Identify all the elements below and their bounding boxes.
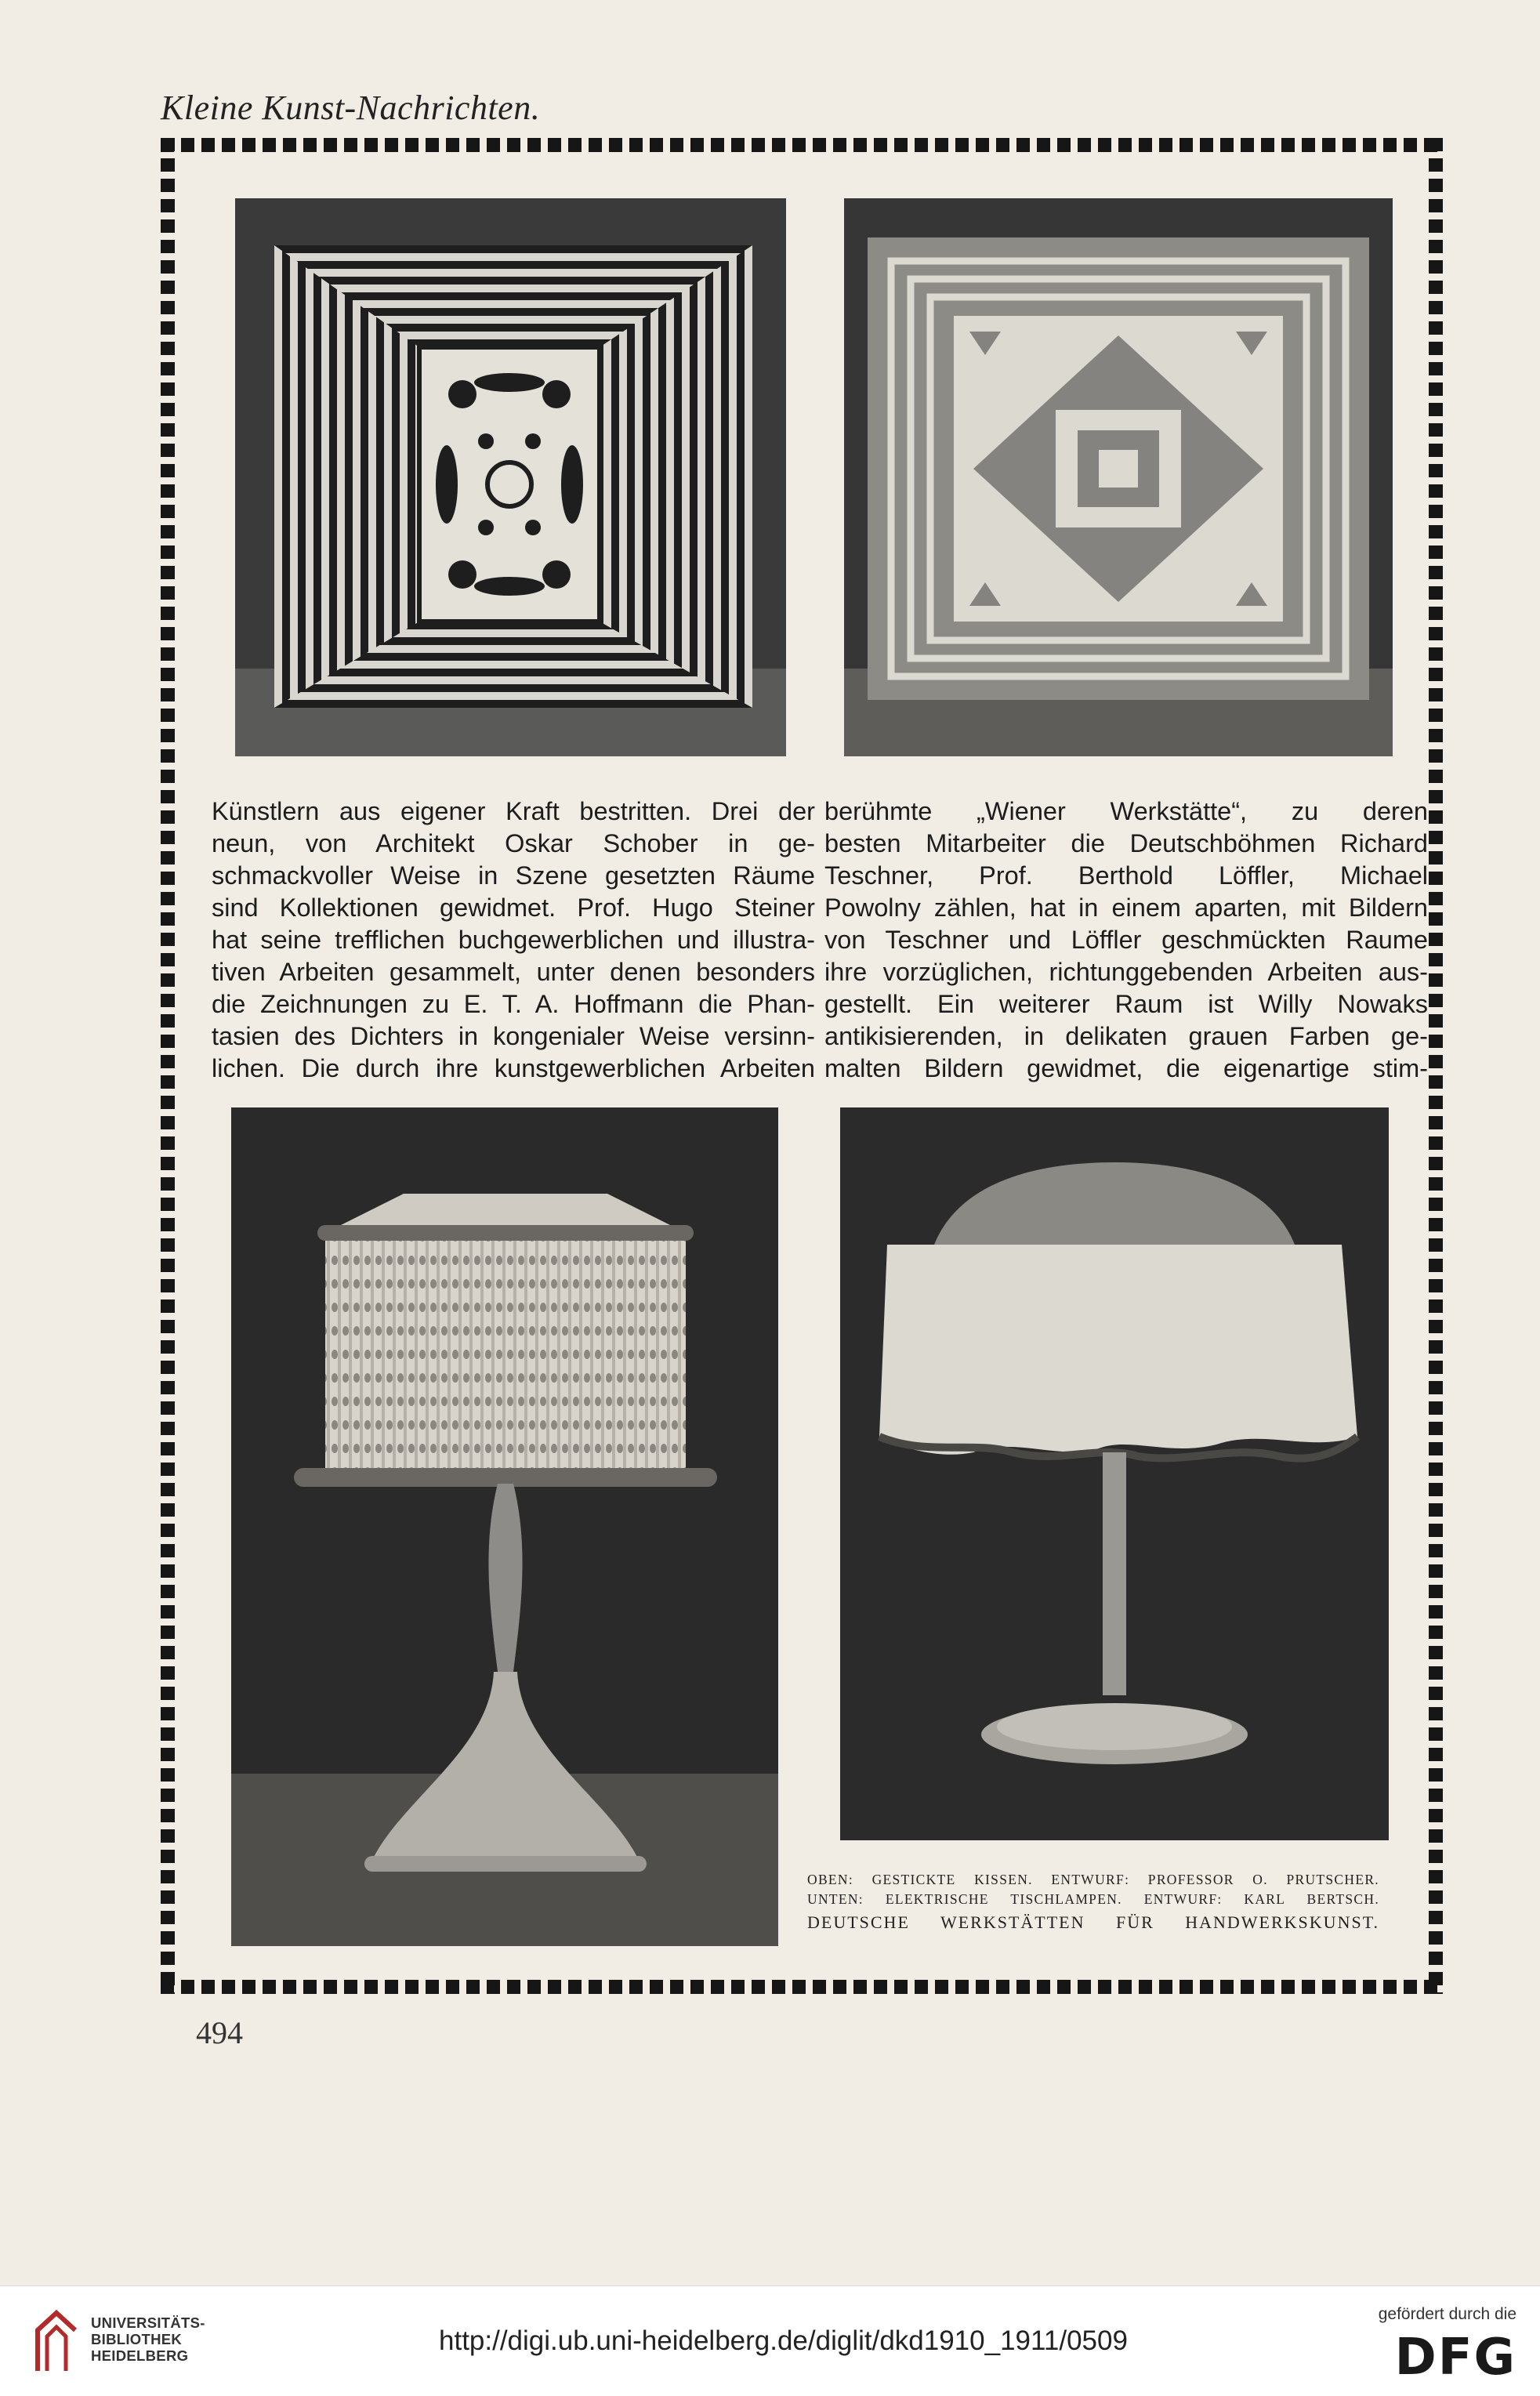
dfg-logo: DFG <box>1394 2329 1516 2387</box>
funded-by-label: gefördert durch die <box>1378 2305 1516 2323</box>
photo-lamp-dome <box>840 1107 1389 1840</box>
digitization-footer <box>0 2285 1540 2396</box>
text-line: die Zeichnungen zu E. T. A. Hoffmann die Phan- <box>212 990 815 1018</box>
library-name-line: UNIVERSITÄTS- <box>91 2314 205 2331</box>
text-line: Künstlern aus eigener Kraft bestritten. Drei der <box>212 797 815 825</box>
text-column-right <box>824 796 1428 1085</box>
text-line: Teschner, Prof. Berthold Löffler, Michael <box>824 861 1428 890</box>
library-name-line: BIBLIOTHEK <box>91 2331 183 2347</box>
photo-cushion-stripes <box>235 198 786 756</box>
text-line: ihre vorzüglichen, richtunggebenden Arbeiten aus- <box>824 958 1428 986</box>
permalink-url[interactable]: http://digi.ub.uni-heidelberg.de/diglit/dkd1910_1911/0509 <box>439 2325 1128 2356</box>
cushion-icon <box>235 198 786 756</box>
library-name-line: HEIDELBERG <box>91 2347 189 2364</box>
text-line: tiven Arbeiten gesammelt, unter denen besonders <box>212 958 815 986</box>
caption-line-bottom: UNTEN: ELEKTRISCHE TISCHLAMPEN. ENTWURF: KARL BERTSCH. <box>807 1891 1379 1907</box>
page-number: 494 <box>196 2015 243 2050</box>
text-line: tasien des Dichters in kongenialer Weise versinn- <box>212 1022 815 1050</box>
text-line: von Teschner und Löffler geschmückten Raume <box>824 926 1428 954</box>
table-lamp-icon <box>231 1107 778 1946</box>
border-right <box>1429 138 1443 1994</box>
figure-caption <box>807 1870 1379 1936</box>
caption-credit: DEUTSCHE WERKSTÄTTEN FÜR HANDWERKSKUNST. <box>807 1912 1379 1932</box>
text-line: berühmte „Wiener Werkstätte“, zu deren <box>824 797 1428 825</box>
table-lamp-icon <box>840 1107 1389 1840</box>
text-line: schmackvoller Weise in Szene gesetzten Räume <box>212 861 815 890</box>
border-top <box>161 138 1443 152</box>
text-line: sind Kollektionen gewidmet. Prof. Hugo Steiner <box>212 894 815 922</box>
border-left <box>161 138 175 1994</box>
library-name <box>91 2314 205 2364</box>
university-library-logo-icon <box>31 2308 82 2376</box>
text-line: malten Bildern gewidmet, die eigenartige stim- <box>824 1054 1428 1082</box>
border-bottom <box>161 1980 1443 1994</box>
text-line: Powolny zählen, hat in einem aparten, mit Bildern <box>824 894 1428 922</box>
caption-line-top: OBEN: GESTICKTE KISSEN. ENTWURF: PROFESSOR O. PRUTSCHER. <box>807 1872 1379 1887</box>
text-column-left <box>212 796 815 1085</box>
text-line: neun, von Architekt Oskar Schober in ge- <box>212 829 815 857</box>
cushion-icon <box>844 198 1393 756</box>
text-line: gestellt. Ein weiterer Raum ist Willy Nowaks <box>824 990 1428 1018</box>
text-line: lichen. Die durch ihre kunstgewerblichen Arbeiten <box>212 1054 815 1082</box>
photo-lamp-pleated <box>231 1107 778 1946</box>
photo-cushion-geometric <box>844 198 1393 756</box>
text-line: antikisierenden, in delikaten grauen Farben ge- <box>824 1022 1428 1050</box>
running-title: Kleine Kunst-Nachrichten. <box>161 89 541 127</box>
text-line: besten Mitarbeiter die Deutschböhmen Richard <box>824 829 1428 857</box>
text-line: hat seine trefflichen buchgewerblichen und illustra- <box>212 926 815 954</box>
